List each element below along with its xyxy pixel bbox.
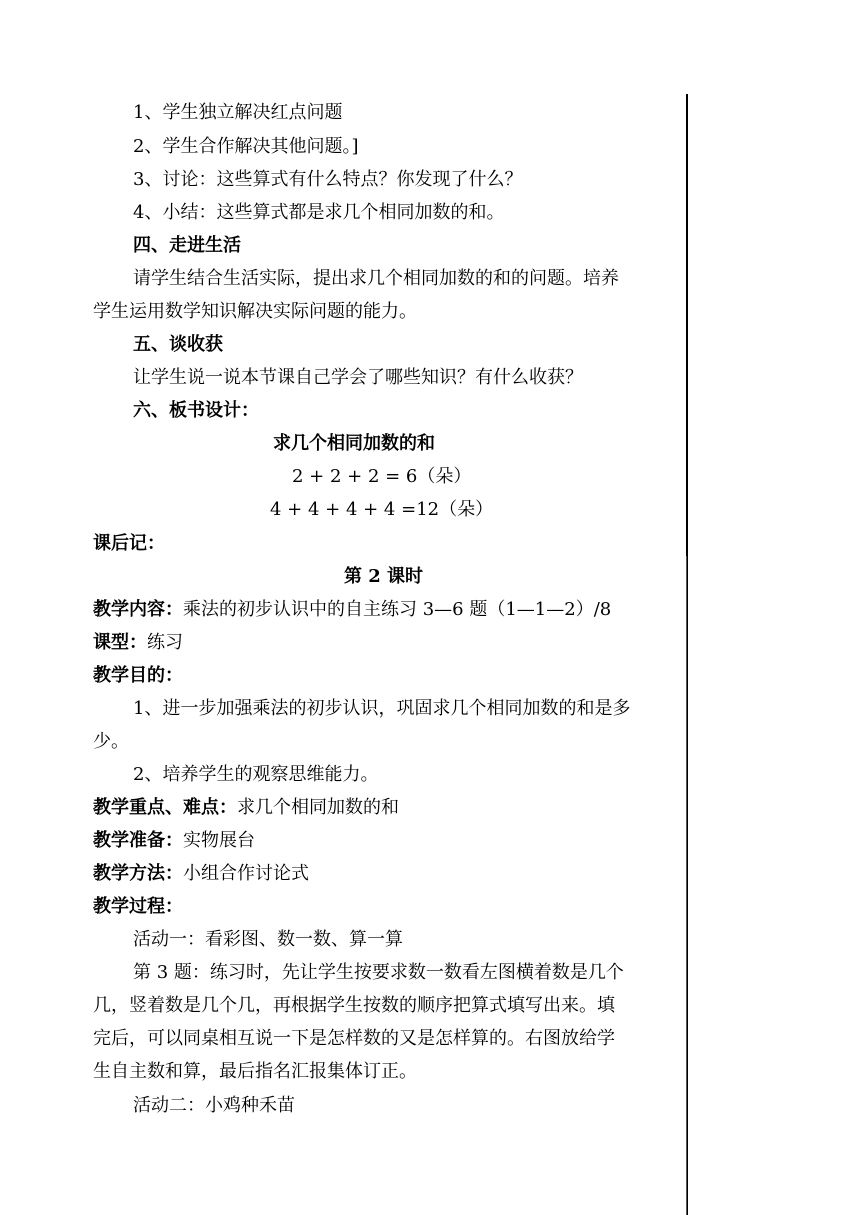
teaching-prep	[93, 830, 255, 852]
teaching-method-value: 小组合作讨论式	[183, 863, 309, 884]
board-equation-1: 2 + 2 + 2 = 6（朵）	[292, 466, 472, 487]
lesson-type	[93, 632, 183, 654]
board-title: 求几个相同加数的和	[273, 433, 435, 454]
goal-1-line-1: 1、进一步加强乘法的初步认识，巩固求几个相同加数的和是多	[133, 698, 631, 719]
section-heading-5: 五、谈收获	[133, 334, 223, 355]
teaching-process-label: 教学过程：	[93, 896, 183, 917]
list-item-1: 1、学生独立解决红点问题	[133, 102, 343, 123]
section-4-paragraph-line-1: 请学生结合生活实际，提出求几个相同加数的和的问题。培养	[133, 268, 619, 289]
question-3-line-2: 几，竖着数是几个几，再根据学生按数的顺序把算式填写出来。填	[93, 995, 615, 1016]
key-points-value: 求几个相同加数的和	[237, 797, 399, 818]
board-equation-2: 4 + 4 + 4 + 4 =12（朵）	[270, 499, 494, 520]
activity-2: 活动二：小鸡种禾苗	[133, 1095, 295, 1116]
teaching-method-label: 教学方法：	[93, 863, 183, 884]
section-4-paragraph-line-2: 学生运用数学知识解决实际问题的能力。	[93, 301, 417, 322]
teaching-method	[93, 863, 309, 885]
key-points-label: 教学重点、难点：	[93, 797, 237, 818]
section-5-paragraph: 让学生说一说本节课自己学会了哪些知识？有什么收获？	[133, 367, 583, 388]
list-item-4: 4、小结：这些算式都是求几个相同加数的和。	[133, 202, 505, 223]
teaching-content-value: 乘法的初步认识中的自主练习 3—6 题（1—1—2）/8	[183, 599, 612, 620]
section-heading-4: 四、走进生活	[133, 235, 241, 256]
section-heading-6: 六、板书设计：	[133, 400, 259, 421]
teaching-content	[93, 599, 611, 621]
goal-1-line-2: 少。	[93, 731, 129, 752]
list-item-3: 3、讨论：这些算式有什么特点？你发现了什么？	[133, 169, 523, 190]
question-3-line-4: 生自主数和算，最后指名汇报集体订正。	[93, 1061, 417, 1082]
table-border-line-lower	[686, 556, 687, 1215]
goal-2: 2、培养学生的观察思维能力。	[133, 764, 379, 785]
question-3-line-1: 第 3 题：练习时，先让学生按要求数一数看左图横着数是几个	[133, 962, 624, 983]
teaching-goal-label: 教学目的：	[93, 665, 183, 686]
teaching-prep-label: 教学准备：	[93, 830, 183, 851]
lesson-type-value: 练习	[147, 632, 183, 653]
key-points	[93, 797, 399, 819]
activity-1: 活动一：看彩图、数一数、算一算	[133, 929, 403, 950]
lesson-type-label: 课型：	[93, 632, 147, 653]
list-item-2: 2、学生合作解决其他问题。]	[133, 136, 359, 157]
question-3-line-3: 完后，可以同桌相互说一下是怎样数的又是怎样算的。右图放给学	[93, 1028, 615, 1049]
after-class-note-label: 课后记：	[93, 533, 165, 554]
teaching-prep-value: 实物展台	[183, 830, 255, 851]
lesson-title: 第 2 课时	[344, 566, 424, 587]
teaching-content-label: 教学内容：	[93, 599, 183, 620]
